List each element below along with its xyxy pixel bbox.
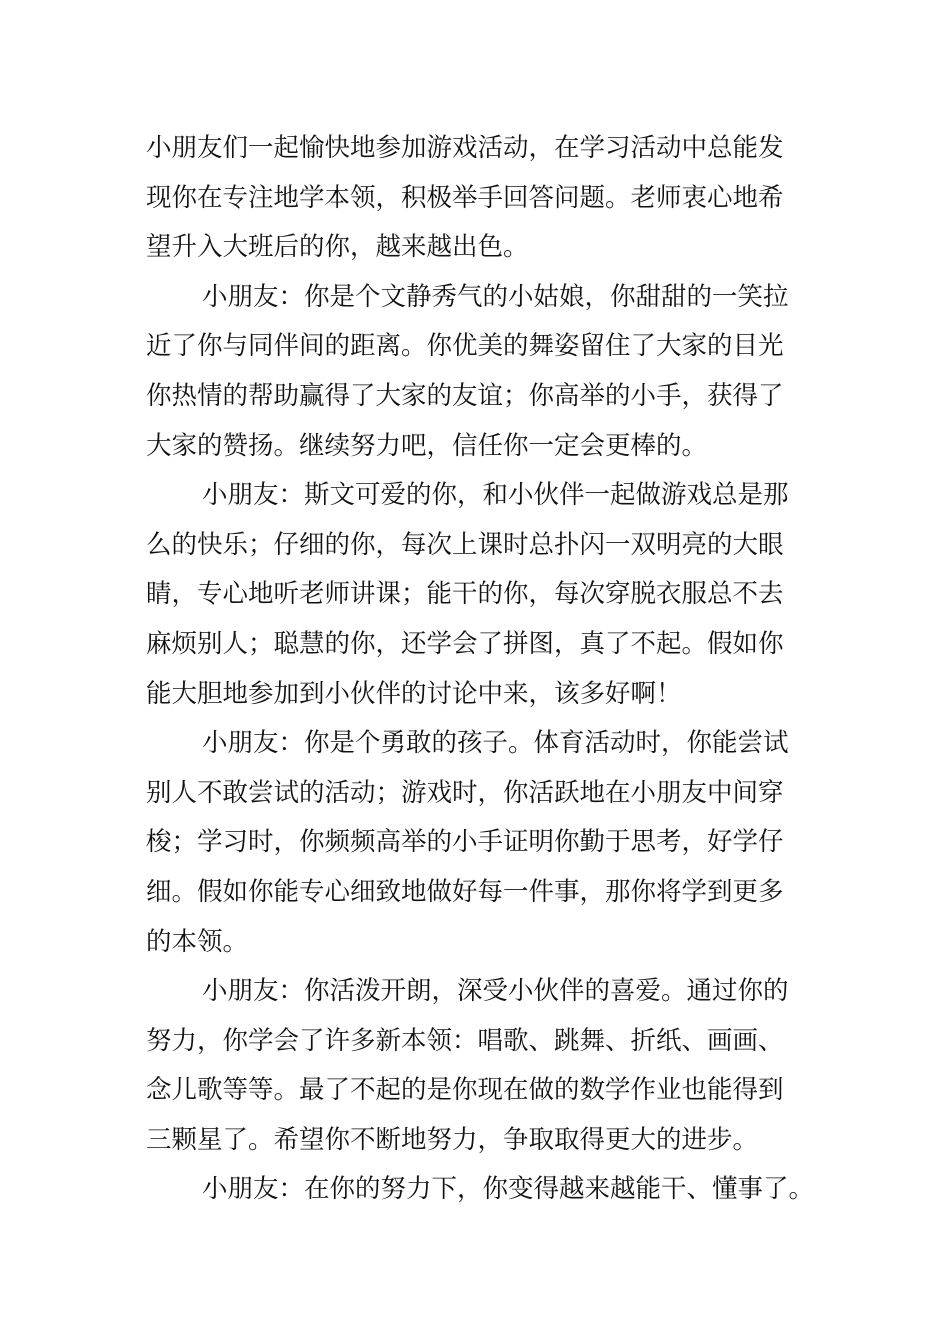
text-line: 的本领。: [146, 926, 249, 957]
text-line: 近了你与同伴间的距离。你优美的舞姿留住了大家的目光: [146, 331, 784, 362]
text-line: 能大胆地参加到小伙伴的讨论中来，该多好啊！: [146, 678, 682, 709]
text-line: 小朋友：你活泼开朗，深受小伙伴的喜爱。通过你的: [202, 976, 789, 1007]
text-line: 现你在专注地学本领，积极举手回答问题。老师衷心地希: [146, 182, 784, 213]
text-line: 小朋友：斯文可爱的你，和小伙伴一起做游戏总是那: [202, 480, 789, 511]
text-line: 么的快乐；仔细的你，每次上课时总扑闪一双明亮的大眼: [146, 529, 784, 560]
text-line: 细。假如你能专心细致地做好每一件事，那你将学到更多: [146, 876, 784, 907]
text-line: 望升入大班后的你，越来越出色。: [146, 232, 529, 263]
text-line: 小朋友：你是个文静秀气的小姑娘，你甜甜的一笑拉: [202, 281, 789, 312]
text-line: 麻烦别人；聪慧的你，还学会了拼图，真了不起。假如你: [146, 628, 784, 659]
paragraph: [146, 1165, 836, 1215]
text-line: 你热情的帮助赢得了大家的友谊；你高举的小手，获得了: [146, 380, 784, 411]
paragraph: [146, 273, 836, 471]
text-line: 小朋友们一起愉快地参加游戏活动，在学习活动中总能发: [146, 133, 784, 163]
paragraph: [146, 967, 836, 1165]
text-line: 梭；学习时，你频频高举的小手证明你勤于思考，好学仔: [146, 827, 784, 858]
text-line: 念儿歌等等。最了不起的是你现在做的数学作业也能得到: [146, 1075, 784, 1106]
text-line: 大家的赞扬。继续努力吧，信任你一定会更棒的。: [146, 430, 708, 461]
document-body: [146, 124, 836, 1215]
paragraph: [146, 719, 836, 967]
text-line: 三颗星了。希望你不断地努力，争取取得更大的进步。: [146, 1124, 759, 1155]
text-line: 小朋友：在你的努力下，你变得越来越能干、懂事了。: [202, 1174, 815, 1205]
text-line: 努力，你学会了许多新本领：唱歌、跳舞、折纸、画画、: [146, 1025, 784, 1056]
text-line: 睛，专心地听老师讲课；能干的你，每次穿脱衣服总不去: [146, 579, 784, 610]
paragraph: [146, 124, 836, 273]
paragraph: [146, 471, 836, 719]
text-line: 小朋友：你是个勇敢的孩子。体育活动时，你能尝试: [202, 728, 789, 759]
text-line: 别人不敢尝试的活动；游戏时，你活跃地在小朋友中间穿: [146, 777, 784, 808]
